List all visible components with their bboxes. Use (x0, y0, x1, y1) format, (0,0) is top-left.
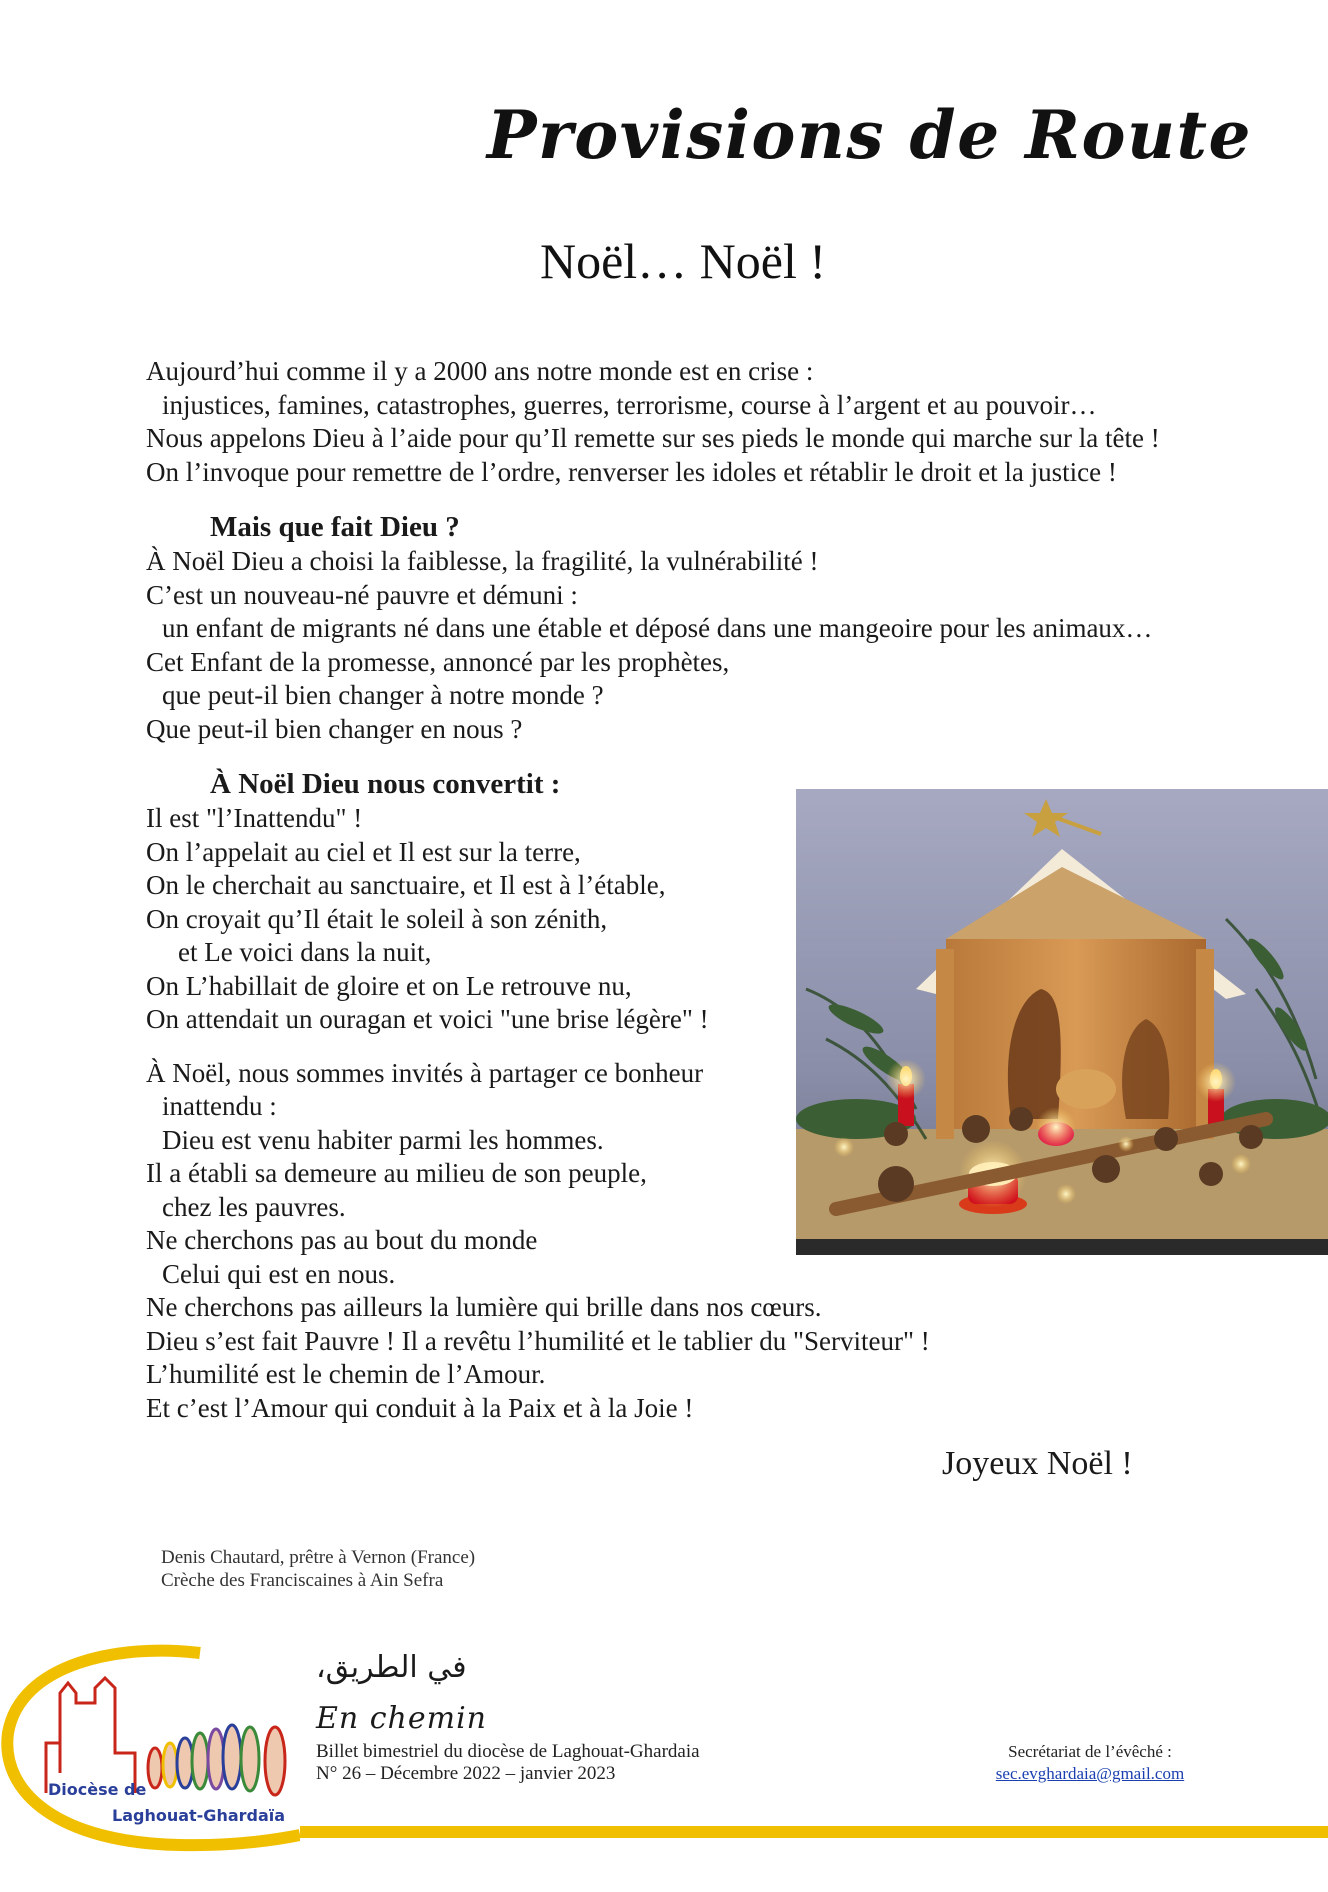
section-line: et Le voici dans la nuit, (178, 937, 432, 967)
section-line: Ne cherchons pas ailleurs la lumière qui brille dans nos cœurs. (146, 1292, 822, 1322)
section-line: On attendait un ouragan et voici "une brise légère" ! (146, 1004, 709, 1034)
author-credit: Denis Chautard, prêtre à Vernon (France) (161, 1547, 476, 1568)
section-line: Il est "l’Inattendu" ! (146, 803, 363, 833)
bulletin-name: En chemin (316, 1701, 487, 1736)
intro-line: Aujourd’hui comme il y a 2000 ans notre monde est en crise : (146, 356, 814, 386)
secretariat-label: Secrétariat de l’évêché : (1008, 1742, 1172, 1761)
section-line: C’est un nouveau-né pauvre et démuni : (146, 580, 578, 610)
section-line: Que peut-il bien changer en nous ? (146, 714, 523, 744)
intro-line: Nous appelons Dieu à l’aide pour qu’Il remette sur ses pieds le monde qui marche sur la tête ! (146, 423, 1160, 453)
section-line: On croyait qu’Il était le soleil à son zénith, (146, 904, 608, 934)
section-line: Et c’est l’Amour qui conduit à la Paix et à la Joie ! (146, 1393, 694, 1423)
issue-number: N° 26 – Décembre 2022 – janvier 2023 (316, 1763, 616, 1784)
section-line: un enfant de migrants né dans une étable et déposé dans une mangeoire pour les animaux… (162, 613, 1153, 643)
section-line: Il a établi sa demeure au milieu de son peuple, (146, 1158, 647, 1188)
photo-credit: Crèche des Franciscaines à Ain Sefra (161, 1570, 444, 1591)
article-title: Noël… Noël ! (539, 233, 827, 289)
logo-text-diocese: Diocèse de (48, 1780, 147, 1799)
nativity-photo (796, 789, 1328, 1255)
section-line: Cet Enfant de la promesse, annoncé par les prophètes, (146, 647, 730, 677)
section-line: Dieu est venu habiter parmi les hommes. (162, 1125, 604, 1155)
arabic-title: في الطريق، (316, 1650, 467, 1685)
section-line: On l’appelait au ciel et Il est sur la terre, (146, 837, 581, 867)
closing-greeting: Joyeux Noël ! (942, 1445, 1133, 1482)
secretariat-email-wrap (940, 1764, 1240, 1784)
section-line: L’humilité est le chemin de l’Amour. (146, 1359, 546, 1389)
intro-line: On l’invoque pour remettre de l’ordre, renverser les idoles et rétablir le droit et la justice ! (146, 457, 1117, 487)
section-line: On le cherchait au sanctuaire, et Il est à l’étable, (146, 870, 666, 900)
section-line: Ne cherchons pas au bout du monde (146, 1225, 538, 1255)
section-line: que peut-il bien changer à notre monde ? (162, 680, 604, 710)
section-line: À Noël Dieu a choisi la faiblesse, la fragilité, la vulnérabilité ! (146, 546, 819, 576)
section-line: chez les pauvres. (162, 1192, 346, 1222)
intro-line: injustices, famines, catastrophes, guerres, terrorisme, course à l’argent et au pouvoir… (162, 390, 1097, 420)
footer-gold-rule (300, 1826, 1328, 1838)
logo-text-laghouat: Laghouat-Ghardaïa (112, 1806, 286, 1825)
section-line: Celui qui est en nous. (162, 1259, 396, 1289)
section-line: À Noël, nous sommes invités à partager ce bonheur (146, 1058, 704, 1088)
secretariat-email-link[interactable]: sec.evghardaia@gmail.com (995, 1764, 1185, 1783)
section-line: inattendu : (162, 1091, 277, 1121)
section-heading: Mais que fait Dieu ? (210, 511, 460, 543)
section-line: On L’habillait de gloire et on Le retrouve nu, (146, 971, 632, 1001)
diocese-logo (0, 1643, 300, 1853)
masthead-title: Provisions de Route (486, 96, 1252, 174)
section-heading: À Noël Dieu nous convertit : (210, 768, 561, 800)
section-line: Dieu s’est fait Pauvre ! Il a revêtu l’humilité et le tablier du "Serviteur" ! (146, 1326, 930, 1356)
bulletin-description: Billet bimestriel du diocèse de Laghouat-Ghardaia (316, 1741, 700, 1762)
